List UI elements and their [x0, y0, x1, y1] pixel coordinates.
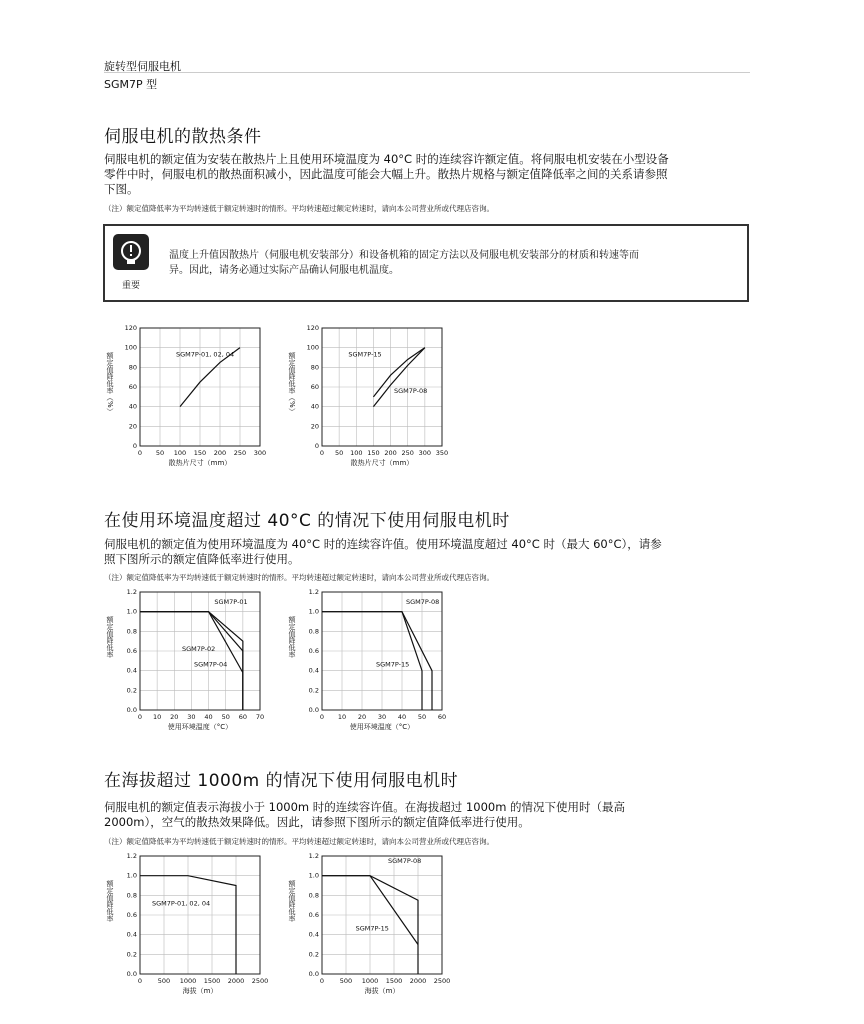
x-tick-label: 1500: [203, 977, 221, 985]
y-tick-label: 1.2: [126, 588, 137, 596]
x-tick-label: 0: [137, 449, 143, 457]
x-tick-label: 0: [319, 449, 325, 457]
x-tick-label: 300: [418, 449, 432, 457]
x-tick-label: 500: [157, 977, 171, 985]
x-tick-label: 30: [377, 713, 387, 721]
y-tick-label: 0.2: [126, 950, 137, 959]
chart-temp-large: [282, 586, 452, 736]
y-tick-label: 1.2: [308, 852, 319, 860]
series-label: SGM7P-01: [214, 597, 248, 606]
y-axis-label: 额定值降低率（%）: [106, 352, 114, 415]
x-axis-label: 海拔（m）: [182, 987, 218, 995]
x-axis-label: 使用环境温度（°C）: [167, 723, 233, 731]
y-tick-label: 0.2: [126, 686, 137, 695]
important-icon: [113, 234, 149, 270]
series-label: SGM7P-01, 02, 04: [176, 350, 235, 359]
x-tick-label: 2000: [409, 977, 427, 985]
chart-heatsink-small: [100, 322, 270, 472]
x-tick-label: 300: [253, 449, 267, 457]
y-tick-label: 20: [310, 422, 319, 431]
section3-body: [104, 800, 754, 830]
x-tick-label: 200: [384, 449, 397, 457]
x-tick-label: 2500: [251, 977, 269, 985]
y-tick-label: 60: [128, 383, 137, 391]
x-tick-label: 150: [367, 449, 380, 457]
y-tick-label: 40: [128, 402, 137, 411]
header-category: 旋转型伺服电机: [104, 60, 181, 73]
section2-note: （注）额定值降低率为平均转速低于额定转速时的情形。平均转速超过额定转速时，请向本公司营业所或代理店咨询。: [104, 573, 494, 582]
y-tick-label: 0.4: [126, 666, 137, 675]
section1-body-line2: 零件中时，伺服电机的散热面积减小，因此温度可能会大幅上升。散热片规格与额定值降低率之间的关系请参照: [104, 167, 668, 181]
y-tick-label: 0.6: [308, 647, 319, 655]
important-label: 重要: [121, 281, 140, 291]
section3-note: （注）额定值降低率为平均转速低于额定转速时的情形。平均转速超过额定转速时，请向本公司营业所或代理店咨询。: [104, 837, 494, 846]
x-tick-label: 350: [435, 449, 449, 457]
series-label: SGM7P-15: [355, 924, 389, 933]
x-tick-label: 60: [238, 713, 247, 721]
x-tick-label: 250: [233, 449, 247, 457]
y-tick-label: 0.0: [308, 706, 319, 714]
x-tick-label: 0: [319, 713, 325, 721]
section1-note: （注）额定值降低率为平均转速低于额定转速时的情形。平均转速超过额定转速时，请向本公司营业所或代理店咨询。: [104, 204, 494, 213]
section1-body-line1: 伺服电机的额定值为安装在散热片上且使用环境温度为 40°C 时的连续容许额定值。将伺服电机安装在小型设备: [104, 152, 669, 166]
notice-line1: 温度上升值因散热片（伺服电机安装部分）和设备机箱的固定方法以及伺服电机安装部分的材质和转速等而: [169, 250, 639, 261]
y-tick-label: 0.8: [308, 627, 319, 636]
important-notice: [103, 224, 749, 302]
section2-body-line2: 照下图所示的额定值降低率进行使用。: [104, 552, 300, 566]
section3-body-line2: 2000m），空气的散热效果降低。因此，请参照下图所示的额定值降低率进行使用。: [104, 815, 530, 829]
x-tick-label: 100: [173, 449, 187, 457]
y-axis-label: 额定值降低率（%）: [288, 352, 296, 415]
x-tick-label: 50: [221, 713, 230, 721]
series-label: SGM7P-15: [348, 350, 382, 359]
y-tick-label: 0.6: [126, 647, 137, 655]
y-tick-label: 0.8: [308, 891, 319, 900]
chart-altitude-small: [100, 850, 270, 1000]
y-tick-label: 1.2: [308, 588, 319, 596]
y-tick-label: 0.0: [308, 970, 319, 978]
x-tick-label: 1000: [361, 977, 379, 985]
y-tick-label: 1.0: [126, 607, 137, 616]
section1-body-line3: 下图。: [104, 182, 139, 196]
x-tick-label: 60: [437, 713, 447, 721]
y-tick-label: 0.4: [126, 930, 137, 939]
notice-line2: 异。因此，请务必通过实际产品确认伺服电机温度。: [169, 265, 399, 276]
series-label: SGM7P-08: [406, 597, 440, 606]
x-tick-label: 500: [339, 977, 353, 985]
x-axis-label: 海拔（m）: [364, 987, 400, 995]
y-tick-label: 100: [306, 343, 319, 352]
x-tick-label: 2000: [227, 977, 245, 985]
header-divider: [104, 72, 750, 73]
y-tick-label: 0.4: [308, 930, 319, 939]
y-tick-label: 100: [124, 343, 137, 352]
x-axis-label: 散热片尺寸（mm）: [168, 459, 232, 467]
y-tick-label: 40: [310, 402, 319, 411]
x-tick-label: 200: [213, 449, 227, 457]
x-tick-label: 250: [401, 449, 414, 457]
y-tick-label: 0.2: [308, 686, 319, 695]
x-tick-label: 100: [350, 449, 363, 457]
x-tick-label: 10: [153, 713, 162, 721]
x-tick-label: 50: [155, 449, 165, 457]
x-tick-label: 0: [319, 977, 325, 985]
section2-body-line1: 伺服电机的额定值为使用环境温度为 40°C 时的连续容许值。使用环境温度超过 40°C 时（最大 60°C），请参: [104, 537, 662, 551]
section1-title: 伺服电机的散热条件: [104, 127, 262, 147]
y-tick-label: 80: [310, 363, 319, 372]
x-tick-label: 150: [193, 449, 207, 457]
section2-body: [104, 537, 754, 567]
section3-title: 在海拔超过 1000m 的情况下使用伺服电机时: [104, 771, 459, 791]
x-tick-label: 30: [187, 713, 196, 721]
chart-altitude-large: [282, 850, 452, 1000]
series-label: SGM7P-08: [394, 386, 428, 395]
section3-body-line1: 伺服电机的额定值表示海拔小于 1000m 时的连续容许值。在海拔超过 1000m 的情况下使用时（最高: [104, 800, 626, 814]
y-tick-label: 1.0: [308, 871, 319, 880]
x-tick-label: 50: [417, 713, 427, 721]
x-tick-label: 50: [335, 449, 344, 457]
y-tick-label: 0.6: [126, 911, 137, 919]
y-tick-label: 0.0: [126, 706, 137, 714]
series-label: SGM7P-04: [194, 660, 228, 669]
x-axis-label: 使用环境温度（°C）: [349, 723, 415, 731]
x-tick-label: 0: [137, 977, 143, 985]
chart-heatsink-large: [282, 322, 452, 472]
x-tick-label: 0: [137, 713, 143, 721]
series-label: SGM7P-01, 02, 04: [152, 899, 211, 908]
chart-temp-small: [100, 586, 270, 736]
y-tick-label: 120: [124, 324, 137, 332]
y-tick-label: 0: [314, 442, 319, 450]
y-tick-label: 0.2: [308, 950, 319, 959]
x-tick-label: 1500: [385, 977, 403, 985]
y-tick-label: 0.8: [126, 891, 137, 900]
y-tick-label: 0.4: [308, 666, 319, 675]
y-axis-label: 额定值降低率: [106, 616, 114, 658]
x-tick-label: 70: [255, 713, 265, 721]
header-model: SGM7P 型: [104, 78, 158, 91]
x-tick-label: 40: [204, 713, 213, 721]
y-axis-label: 额定值降低率: [288, 880, 296, 922]
y-tick-label: 60: [310, 383, 319, 391]
series-label: SGM7P-08: [388, 857, 422, 866]
y-tick-label: 1.0: [126, 871, 137, 880]
x-tick-label: 1000: [179, 977, 197, 985]
series-label: SGM7P-15: [376, 660, 410, 669]
series-label: SGM7P-02: [182, 645, 216, 653]
y-tick-label: 0: [132, 442, 137, 450]
y-tick-label: 0.0: [126, 970, 137, 978]
x-tick-label: 2500: [433, 977, 451, 985]
y-tick-label: 20: [128, 422, 137, 431]
y-axis-label: 额定值降低率: [106, 880, 114, 922]
x-axis-label: 散热片尺寸（mm）: [350, 459, 414, 467]
x-tick-label: 20: [357, 713, 367, 721]
y-tick-label: 1.0: [308, 607, 319, 616]
y-tick-label: 0.8: [126, 627, 137, 636]
y-axis-label: 额定值降低率: [288, 616, 296, 658]
y-tick-label: 0.6: [308, 911, 319, 919]
section2-title: 在使用环境温度超过 40°C 的情况下使用伺服电机时: [104, 511, 510, 531]
notice-text: [169, 248, 729, 278]
y-tick-label: 80: [128, 363, 137, 372]
y-tick-label: 120: [306, 324, 319, 332]
x-tick-label: 20: [170, 713, 179, 721]
section1-body: [104, 152, 754, 197]
x-tick-label: 10: [337, 713, 347, 721]
y-tick-label: 1.2: [126, 852, 137, 860]
x-tick-label: 40: [397, 713, 407, 721]
